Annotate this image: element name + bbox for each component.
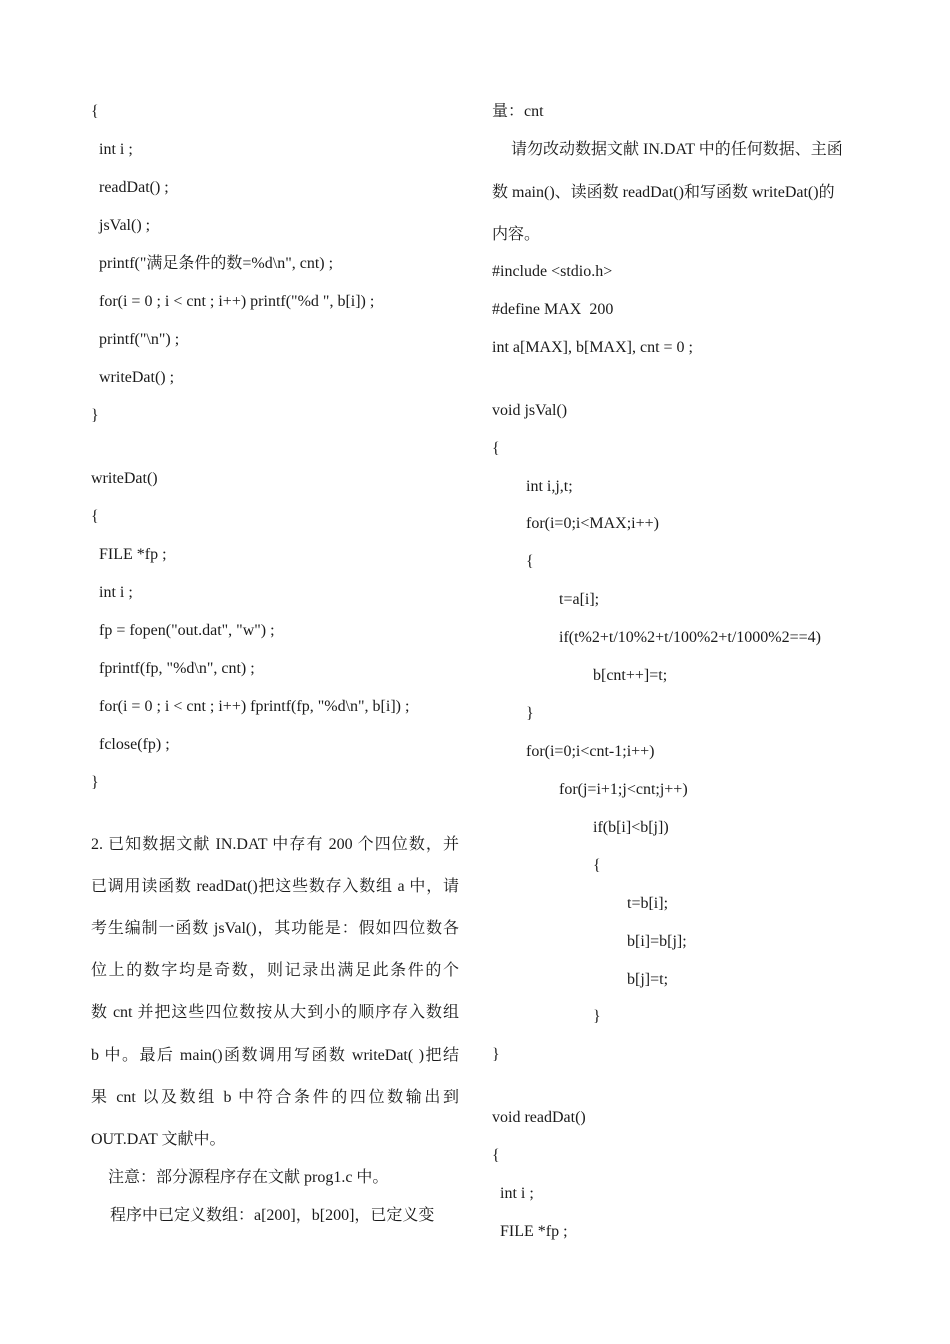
code-line: void readDat()	[492, 1109, 586, 1126]
code-line: fprintf(fp, "%d\n", cnt) ;	[99, 660, 255, 677]
code-line: }	[492, 1046, 500, 1063]
code-line: 数 main()、读函数 readDat()和写函数 writeDat()的	[492, 184, 835, 201]
code-line: t=a[i];	[559, 591, 600, 608]
code-line: }	[91, 774, 99, 791]
code-line: {	[593, 857, 601, 874]
code-line: printf("\n") ;	[99, 331, 180, 348]
code-line: {	[492, 1147, 500, 1164]
problem-text-line: b 中。最后 main()函数调用写函数 writeDat( )把结	[91, 1047, 459, 1064]
code-line: for(i=0;i<cnt-1;i++)	[526, 743, 655, 760]
code-line: int i ;	[500, 1185, 534, 1202]
problem-text-line: 考生编制一函数 jsVal()，其功能是：假如四位数各	[91, 920, 459, 937]
code-line: writeDat() ;	[99, 369, 175, 386]
code-line: #define MAX 200	[492, 301, 614, 318]
code-line: printf("满足条件的数=%d\n", cnt) ;	[99, 255, 334, 272]
code-line: readDat() ;	[99, 179, 169, 196]
problem-text-line: OUT.DAT 文献中。	[91, 1131, 226, 1148]
code-line: b[cnt++]=t;	[593, 667, 668, 684]
problem-text-line: 2. 已知数据文献 IN.DAT 中存有 200 个四位数，并	[91, 836, 459, 853]
code-line: #include <stdio.h>	[492, 263, 613, 280]
code-line: 内容。	[492, 226, 541, 243]
code-line: for(i = 0 ; i < cnt ; i++) fprintf(fp, "%d\n", b[i]) ;	[99, 698, 410, 715]
code-line: for(j=i+1;j<cnt;j++)	[559, 781, 688, 798]
code-line: 请勿改动数据文献 IN.DAT 中的任何数据、主函	[511, 141, 843, 158]
note-line: 注意：部分源程序存在文献 prog1.c 中。	[108, 1169, 389, 1186]
code-line: b[j]=t;	[627, 971, 669, 988]
code-line: for(i = 0 ; i < cnt ; i++) printf("%d ", b[i]) ;	[99, 293, 375, 310]
code-line: 量：cnt	[492, 103, 544, 120]
code-line: t=b[i];	[627, 895, 669, 912]
code-line: fp = fopen("out.dat", "w") ;	[99, 622, 275, 639]
code-line: fclose(fp) ;	[99, 736, 170, 753]
note-line: 程序中已定义数组：a[200]，b[200]，已定义变	[110, 1207, 435, 1224]
problem-text-line: 数 cnt 并把这些四位数按从大到小的顺序存入数组	[91, 1004, 459, 1021]
code-line: {	[492, 440, 500, 457]
code-line: jsVal() ;	[99, 217, 151, 234]
problem-text-line: 已调用读函数 readDat()把这些数存入数组 a 中，请	[91, 878, 459, 895]
code-line: void jsVal()	[492, 402, 568, 419]
code-line: if(t%2+t/10%2+t/100%2+t/1000%2==4)	[559, 629, 821, 646]
code-line: if(b[i]<b[j])	[593, 819, 669, 836]
code-line: {	[526, 553, 534, 570]
code-line: int i ;	[99, 141, 133, 158]
problem-text-line: 位上的数字均是奇数，则记录出满足此条件的个	[91, 962, 459, 979]
code-line: int i ;	[99, 584, 133, 601]
code-line: int i,j,t;	[526, 478, 573, 495]
code-line: FILE *fp ;	[99, 546, 167, 563]
code-line: for(i=0;i<MAX;i++)	[526, 515, 659, 532]
code-line: }	[593, 1008, 601, 1025]
code-line: }	[91, 407, 99, 424]
code-line: b[i]=b[j];	[627, 933, 687, 950]
code-line: FILE *fp ;	[500, 1223, 568, 1240]
code-line: }	[526, 705, 534, 722]
code-line: int a[MAX], b[MAX], cnt = 0 ;	[492, 339, 693, 356]
code-line: writeDat()	[91, 470, 158, 487]
code-line: {	[91, 508, 99, 525]
code-line: {	[91, 103, 99, 120]
problem-text-line: 果 cnt 以及数组 b 中符合条件的四位数输出到	[91, 1089, 459, 1106]
